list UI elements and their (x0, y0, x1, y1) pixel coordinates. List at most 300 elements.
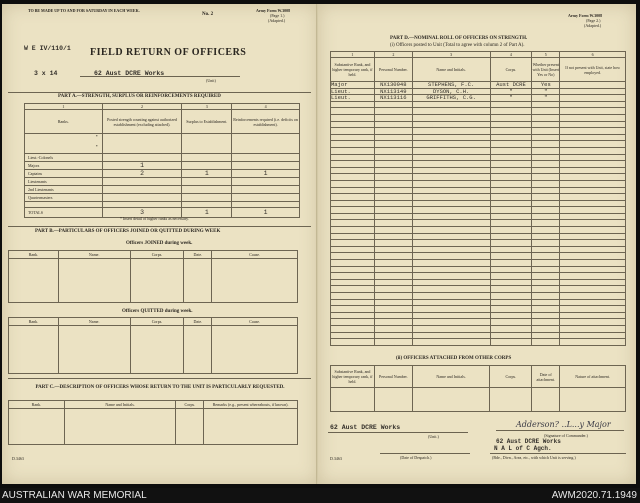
table-cell (560, 108, 626, 115)
table-cell (331, 240, 375, 247)
table-cell (490, 134, 532, 141)
table-cell (374, 332, 412, 339)
table-cell (374, 141, 412, 148)
table-cell (532, 266, 560, 273)
table-cell (532, 246, 560, 253)
table-cell (412, 187, 490, 194)
table-cell (412, 299, 490, 306)
table-cell (331, 167, 375, 174)
rank-label: 2nd Lieutenants (25, 186, 103, 194)
table-cell (532, 325, 560, 332)
table-cell (331, 108, 375, 115)
table-cell (331, 332, 375, 339)
table-cell (412, 293, 490, 300)
table-cell (331, 319, 375, 326)
header-number: Personal Number. (374, 366, 412, 388)
table-cell (374, 299, 412, 306)
roll-corps: " (490, 88, 532, 95)
header-date-attached: Date of attachment. (532, 366, 560, 388)
total-posted: 3 (102, 208, 182, 218)
reference-typed: W E IV/110/1 (24, 45, 71, 52)
location-line (490, 453, 626, 454)
table-cell (412, 207, 490, 214)
date-typed: 3 x 14 (34, 70, 58, 77)
table-cell (560, 339, 626, 346)
table-row (331, 101, 626, 108)
table-cell (412, 240, 490, 247)
table-cell (331, 266, 375, 273)
table-cell (560, 306, 626, 313)
table-cell (374, 260, 412, 267)
table-cell (532, 253, 560, 260)
col-header: Rank. (9, 251, 59, 259)
table-cell (331, 154, 375, 161)
table-cell (560, 220, 626, 227)
col-num: 3 (182, 104, 232, 110)
table-cell (490, 227, 532, 234)
table-row (331, 227, 626, 234)
table-cell (532, 167, 560, 174)
header-number: Personal Number. (374, 58, 412, 82)
table-cell (560, 174, 626, 181)
table-cell (490, 273, 532, 280)
surplus-value (182, 154, 232, 162)
table-cell (331, 279, 375, 286)
table-cell (331, 339, 375, 346)
col-num: 5 (532, 52, 560, 58)
table-cell (374, 319, 412, 326)
table-cell (331, 161, 375, 168)
header-name: Name and Initials. (412, 366, 490, 388)
table-cell (331, 121, 375, 128)
table-row (331, 306, 626, 313)
table-cell (560, 200, 626, 207)
table-cell (532, 114, 560, 121)
table-cell (490, 108, 532, 115)
table-cell (331, 141, 375, 148)
table-row (331, 154, 626, 161)
form-code: D.3463 (330, 456, 342, 461)
header-corps: Corps. (490, 58, 532, 82)
part-a-heading: PART A.—STRENGTH, SURPLUS OR REINFORCEMENTS REQUIRED (58, 94, 221, 99)
table-cell (490, 187, 532, 194)
table-cell (490, 194, 532, 201)
table-cell (374, 154, 412, 161)
table-cell (374, 312, 412, 319)
table-cell (331, 306, 375, 313)
right-page (318, 4, 636, 484)
adapted-label: (Adapted.) (584, 23, 602, 28)
table-cell (532, 299, 560, 306)
table-cell (490, 167, 532, 174)
rank-label: Captains (25, 170, 103, 178)
table-row (331, 293, 626, 300)
table-cell (490, 174, 532, 181)
table-row (331, 233, 626, 240)
table-cell (490, 161, 532, 168)
table-cell (374, 167, 412, 174)
header-ranks: Ranks. (25, 110, 103, 134)
top-instruction: TO BE MADE UP TO AND FOR SATURDAY IN EACH WEEK. (28, 8, 140, 13)
table-row (331, 220, 626, 227)
table-cell (412, 141, 490, 148)
table-cell (532, 312, 560, 319)
table-cell (560, 332, 626, 339)
table-cell (560, 260, 626, 267)
table-cell (331, 194, 375, 201)
joined-heading: Officers JOINED during week. (126, 241, 193, 246)
table-cell (490, 240, 532, 247)
col-num: 3 (412, 52, 490, 58)
army-form-label: Army Form W.3008 (568, 13, 603, 18)
table-cell (412, 220, 490, 227)
table-cell (490, 339, 532, 346)
col-num: 4 (490, 52, 532, 58)
signature-label: (Signature of Commander.) (544, 433, 588, 438)
table-cell (532, 134, 560, 141)
col-header: Corps. (130, 318, 184, 326)
table-cell (532, 121, 560, 128)
table-cell (490, 128, 532, 135)
table-cell (532, 332, 560, 339)
table-cell (560, 114, 626, 121)
table-cell (490, 114, 532, 121)
col-num: 6 (560, 52, 626, 58)
adapted-label: (Adapted.) (268, 18, 286, 23)
table-cell (532, 128, 560, 135)
table-cell (412, 101, 490, 108)
reinforcement-value (232, 178, 300, 186)
table-cell (412, 286, 490, 293)
header-corps: Corps. (490, 366, 532, 388)
table-cell (374, 293, 412, 300)
totals-label: TOTALS (25, 208, 103, 218)
table-row (331, 200, 626, 207)
roll-number: NX130948 (374, 82, 412, 89)
roll-number: NX113116 (374, 95, 412, 102)
table-cell (412, 174, 490, 181)
table-cell (490, 180, 532, 187)
table-cell (412, 108, 490, 115)
table-cell (331, 134, 375, 141)
table-row (331, 180, 626, 187)
table-cell (490, 220, 532, 227)
table-cell (560, 233, 626, 240)
table-cell (560, 246, 626, 253)
form-title: FIELD RETURN OF OFFICERS (90, 47, 247, 58)
header-nature: Nature of attachment. (560, 366, 626, 388)
table-row (331, 246, 626, 253)
table-row (331, 194, 626, 201)
table-row (331, 273, 626, 280)
unit-line (328, 432, 468, 433)
table-cell (412, 154, 490, 161)
table-cell (560, 134, 626, 141)
col-header: Remarks (e.g., present whereabouts, if known). (204, 401, 298, 409)
table-cell (560, 286, 626, 293)
table-cell (532, 174, 560, 181)
table-cell (532, 207, 560, 214)
table-cell (374, 174, 412, 181)
table-cell (412, 339, 490, 346)
table-cell (560, 167, 626, 174)
table-cell (490, 246, 532, 253)
posted-value (102, 186, 182, 194)
roll-corps: Aust DCRE (490, 82, 532, 89)
table-cell (412, 161, 490, 168)
table-cell (374, 220, 412, 227)
col-header: Name. (58, 318, 130, 326)
table-row (331, 286, 626, 293)
commander-signature: Adderson? ..L...y Major (516, 420, 611, 429)
col-header: Date. (184, 251, 212, 259)
table-cell (374, 253, 412, 260)
table-cell (374, 200, 412, 207)
table-cell (490, 213, 532, 220)
rank-label: Lieut.-Colonels (25, 154, 103, 162)
table-cell (490, 279, 532, 286)
part-a-table: 1 2 3 4 Ranks. Posted strength counting against authorized establishment (excluding attached). Surplus to Establishment. Reinforcements required (i.e. deficits on establishment). * * Lieut.-Colonels Majors 1 Captains 2 1 1 Lieutenants 2nd Lieutenants Quartermasters TOTALS 3 1 1 (24, 103, 300, 218)
table-row (331, 108, 626, 115)
part-c-table (8, 400, 298, 445)
nominal-roll-body (331, 82, 626, 346)
table-cell (560, 88, 626, 95)
table-row (331, 128, 626, 135)
rank-label: Majors (25, 162, 103, 170)
table-cell (532, 213, 560, 220)
table-cell (374, 286, 412, 293)
table-cell (374, 227, 412, 234)
table-cell (532, 339, 560, 346)
table-row (331, 319, 626, 326)
table-cell (412, 273, 490, 280)
table-cell (331, 312, 375, 319)
table-cell (412, 147, 490, 154)
col-num: 1 (331, 52, 375, 58)
table-cell (374, 246, 412, 253)
table-row (331, 207, 626, 214)
part-c-heading: PART C.—DESCRIPTION OF OFFICERS WHOSE RETURN TO THE UNIT IS PARTICULARLY REQUESTED. (35, 385, 285, 390)
table-cell (490, 260, 532, 267)
table-cell (532, 161, 560, 168)
table-cell (490, 293, 532, 300)
table-cell (490, 141, 532, 148)
table-cell (331, 227, 375, 234)
unit-typed: 62 Aust DCRE Works (330, 424, 401, 431)
table-cell (532, 319, 560, 326)
table-cell (331, 220, 375, 227)
surplus-value (182, 178, 232, 186)
roll-present: " (532, 95, 560, 102)
part-d-sub-ii: (ii) OFFICERS ATTACHED FROM OTHER CORPS (396, 356, 512, 361)
table-cell (412, 200, 490, 207)
table-cell (412, 253, 490, 260)
table-cell (374, 207, 412, 214)
table-cell (374, 161, 412, 168)
table-row (331, 134, 626, 141)
reinforcement-value (232, 194, 300, 202)
rank-label: Quartermasters (25, 194, 103, 202)
table-cell (374, 325, 412, 332)
table-row (331, 174, 626, 181)
table-row (331, 260, 626, 267)
table-cell (532, 200, 560, 207)
table-cell (412, 194, 490, 201)
roll-present: Yes (532, 82, 560, 89)
table-cell (412, 306, 490, 313)
table-cell (490, 101, 532, 108)
col-header: Cause. (212, 318, 298, 326)
table-cell (331, 101, 375, 108)
table-cell (331, 299, 375, 306)
page-label: (Page 2.) (586, 18, 601, 23)
table-cell (532, 260, 560, 267)
table-row (331, 114, 626, 121)
table-cell (412, 128, 490, 135)
table-cell (331, 246, 375, 253)
table-cell (331, 200, 375, 207)
table-cell (374, 233, 412, 240)
table-cell (532, 273, 560, 280)
table-cell (560, 147, 626, 154)
col-num: 2 (374, 52, 412, 58)
part-d-sub-i: (i) Officers posted to Unit (Total to agree with column 2 of Part A). (390, 43, 525, 48)
table-cell (374, 147, 412, 154)
roll-present: " (532, 88, 560, 95)
table-cell (532, 279, 560, 286)
table-cell (560, 187, 626, 194)
table-cell (412, 114, 490, 121)
total-surplus: 1 (182, 208, 232, 218)
typed-signature-unit: 62 Aust DCRE Works (496, 438, 561, 445)
table-row (331, 312, 626, 319)
table-cell (412, 332, 490, 339)
col-header: Name. (58, 251, 130, 259)
table-cell (331, 147, 375, 154)
table-cell (560, 82, 626, 89)
table-cell (374, 273, 412, 280)
signature-line (496, 430, 624, 431)
reinforcement-value (232, 162, 300, 170)
table-cell (374, 108, 412, 115)
table-cell (532, 108, 560, 115)
table-row (331, 332, 626, 339)
table-cell (412, 260, 490, 267)
table-cell (490, 253, 532, 260)
table-cell (532, 147, 560, 154)
table-cell (331, 213, 375, 220)
table-cell (331, 253, 375, 260)
table-cell (374, 306, 412, 313)
table-cell (490, 325, 532, 332)
roll-name: STEPHENS, F.C. (412, 82, 490, 89)
table-cell (490, 200, 532, 207)
table-cell (412, 312, 490, 319)
table-cell (412, 180, 490, 187)
roll-name: GRIFFITHS, C.G. (412, 95, 490, 102)
archive-reference: AWM2020.71.1949 (551, 490, 637, 501)
roll-name: DYSON, C.H. (412, 88, 490, 95)
table-row (331, 121, 626, 128)
table-cell (490, 121, 532, 128)
table-row (331, 187, 626, 194)
table-cell (412, 167, 490, 174)
roll-number: NX113149 (374, 88, 412, 95)
table-cell (532, 306, 560, 313)
header-rank: Substantive Rank, and higher temporary rank, if held. (331, 58, 375, 82)
table-cell (560, 207, 626, 214)
despatch-label: (Date of Despatch.) (400, 455, 432, 460)
form-number: No. 2 (202, 12, 214, 17)
table-cell (560, 95, 626, 102)
posted-value (102, 154, 182, 162)
table-cell (412, 279, 490, 286)
table-row (331, 325, 626, 332)
table-cell (490, 154, 532, 161)
table-cell (331, 128, 375, 135)
table-cell (374, 187, 412, 194)
typed-signature-location: N A L of C Agch. (494, 445, 552, 452)
table-cell (532, 220, 560, 227)
table-cell (560, 213, 626, 220)
table-cell (412, 233, 490, 240)
table-cell (374, 121, 412, 128)
quitted-heading: Officers QUITTED during week. (122, 309, 193, 314)
table-cell (560, 319, 626, 326)
table-cell (490, 207, 532, 214)
table-cell (331, 114, 375, 121)
table-cell (532, 233, 560, 240)
reinforcement-value (232, 186, 300, 194)
table-cell (374, 279, 412, 286)
table-cell (331, 273, 375, 280)
table-cell (331, 174, 375, 181)
posted-value (102, 178, 182, 186)
table-cell (331, 260, 375, 267)
table-cell (331, 293, 375, 300)
table-cell (374, 128, 412, 135)
table-cell (490, 306, 532, 313)
header-rank: Substantive Rank, and higher temporary rank, if held. (331, 366, 375, 388)
table-cell (532, 227, 560, 234)
header-surplus: Surplus to Establishment. (182, 110, 232, 134)
posted-value: 2 (102, 170, 182, 178)
nominal-roll-table (330, 51, 626, 346)
col-num: 4 (232, 104, 300, 110)
table-cell (532, 293, 560, 300)
roll-rank: Lieut. (331, 95, 375, 102)
table-cell (412, 213, 490, 220)
part-d-heading: PART D.—NOMINAL ROLL OF OFFICERS ON STRENGTH. (390, 36, 528, 41)
rule-line (8, 378, 311, 379)
table-cell (490, 286, 532, 293)
rule-line (8, 92, 311, 93)
part-a-footnote: * Insert detail of higher ranks as necessary. (120, 216, 189, 221)
unit-typed: 62 Aust DCRE Works (94, 70, 165, 77)
table-cell (532, 101, 560, 108)
table-cell (560, 227, 626, 234)
table-cell (560, 154, 626, 161)
table-cell (532, 240, 560, 247)
table-cell (374, 134, 412, 141)
table-cell (331, 207, 375, 214)
table-cell (532, 286, 560, 293)
surplus-value: 1 (182, 170, 232, 178)
archive-name: AUSTRALIAN WAR MEMORIAL (2, 490, 147, 501)
table-row (331, 213, 626, 220)
table-cell (412, 319, 490, 326)
roll-rank: Lieut. (331, 88, 375, 95)
